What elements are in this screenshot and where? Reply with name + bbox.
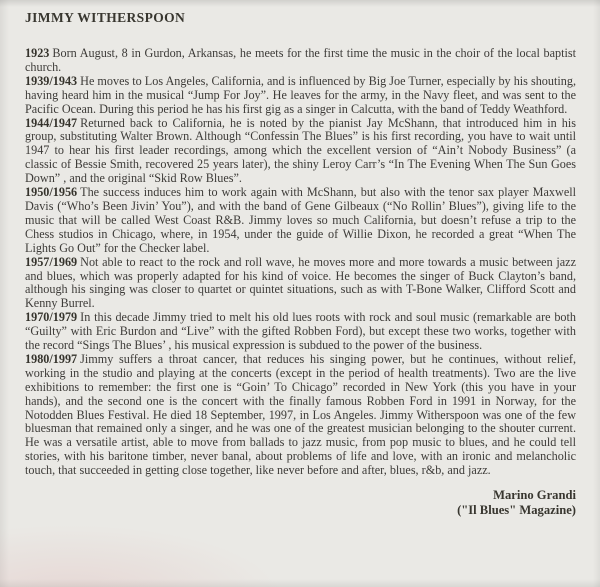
year-range: 1970/1979 bbox=[25, 310, 78, 325]
year-range: 1980/1997 bbox=[25, 351, 78, 366]
booklet-page bbox=[25, 10, 576, 579]
year-range: 1944/1947 bbox=[25, 115, 78, 130]
signature-block bbox=[25, 488, 576, 518]
paragraph-text: He moves to Los Angeles, California, and is influenced by Big Joe Turner, especially by his shouting, having heard him in the musical “Jump For Joy”. He leaves for the army, in the Navy fleet, and was sent to the Pacific Ocean. During this period he has his first gig as a singer in Calcutta, with the band of Teddy Weathford. bbox=[25, 73, 576, 116]
year-range: 1950/1956 bbox=[25, 185, 78, 200]
paragraph-text: Not able to react to the rock and roll wave, he moves more and more towards a music between jazz and blues, which was properly adapted for his kind of voice. He becomes the singer of Buck Clayton’s band, although his singing was closer to quartet or quintet situations, such as with T-Bone Walker, Clifford Scott and Kenny Burrel. bbox=[25, 254, 576, 311]
bio-paragraph-1980-1997 bbox=[25, 353, 576, 478]
year-range: 1957/1969 bbox=[25, 254, 78, 269]
paragraph-text: The success induces him to work again with McShann, but also with the tenor sax player Maxwell Davis (“Who’s Been Jivin’ You”), and with the band of Gene Gilbeaux (“No Rollin’ Blues”), giving life to the music that will be called West Coast R&B. Jimmy loves so much California, but doesn’t refuse a trip to the Chess studios in Chicago, where, in 1954, under the guide of Willie Dixon, he recorded a great “When The Lights Go Out” for the Checker label. bbox=[25, 185, 576, 255]
paragraph-text: In this decade Jimmy tried to melt his old lues roots with rock and soul music (remarkable are both “Guilty” with Eric Burdon and “Live” with the gifted Robben Ford), but except these two works, together with the record “Sings The Blues’ , his musical expression is subdued to the power of the business. bbox=[25, 310, 576, 353]
year-range: 1939/1943 bbox=[25, 73, 78, 88]
bio-paragraph-1939-1943 bbox=[25, 75, 576, 117]
bio-paragraph-1923 bbox=[25, 47, 576, 75]
biography-text bbox=[25, 47, 576, 478]
bio-paragraph-1950-1956 bbox=[25, 186, 576, 256]
paragraph-text: Returned back to California, he is noted by the pianist Jay McShann, that introduced him in his group, substituting Walter Brown. Although “Confessin The Blues” is his first recording, you have to wait until 1947 to hear his first leader recordings, among which the excellent version of “Ain’t Nobody Business” (a classic of Bessie Smith, recovered 25 years later), the shiny Leroy Carr’s “In The Evening When The Sun Goes Down” , and the original “Skid Row Blues”. bbox=[25, 115, 576, 186]
paragraph-text: Jimmy suffers a throat cancer, that reduces his singing power, but he continues, without relief, working in the studio and playing at the concerts (except in the period of health treatments). Two are the live exhibitions to remember: the first one is “Goin’ To Chicago” recorded in New York (this you have in your hands), and the second one is the concert with the finally famous Robben Ford in 1991 in Norway, for the Notodden Blues Festival. He died 18 September, 1997, in Los Angeles. Jimmy Witherspoon was one of the few bluesman that remained only a singer, and he was one of the greatest musician belonging to the shouter current. He was a versatile artist, able to move from ballads to jazz music, from pop music to blues, and he could tell stories, with his baritone timber, never banal, about problems of life and love, with an ironic and melancholic touch, that succeeded in getting close together, like never before and after, blues, r&b, and jazz. bbox=[25, 351, 576, 478]
author-name: Marino Grandi bbox=[493, 488, 576, 503]
paragraph-text: Born August, 8 in Gurdon, Arkansas, he meets for the first time the music in the choir of the local baptist church. bbox=[25, 46, 576, 74]
year-range: 1923 bbox=[25, 46, 50, 60]
bio-paragraph-1944-1947 bbox=[25, 117, 576, 187]
bio-paragraph-1970-1979 bbox=[25, 311, 576, 353]
page-title: JIMMY WITHERSPOON bbox=[25, 10, 186, 25]
author-credit: ("Il Blues" Magazine) bbox=[457, 503, 576, 518]
bio-paragraph-1957-1969 bbox=[25, 256, 576, 312]
